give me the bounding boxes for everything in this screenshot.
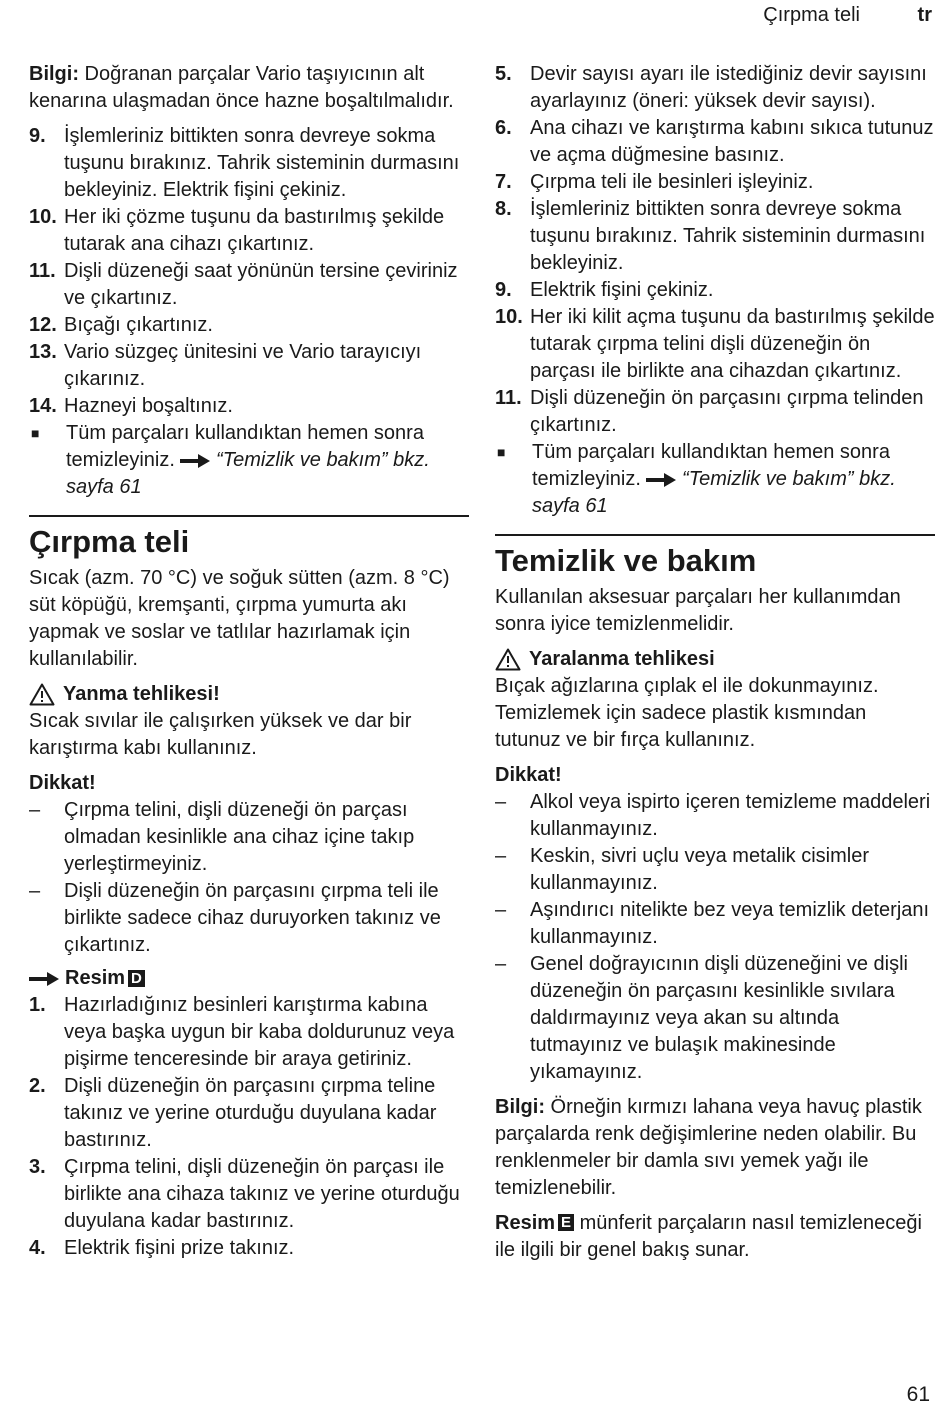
- list-item: [29, 1235, 469, 1262]
- dash-item: – Çırpma telini, dişli düzeneği ön parçası olmadan kesinlikle ana cihaz içine takıp yerleştirmeyiniz.: [29, 797, 469, 878]
- steps-list-1: [29, 123, 469, 420]
- step-number: 14.: [29, 395, 57, 417]
- section-divider: [29, 515, 469, 517]
- info-text: Doğranan parçalar Vario taşıyıcının alt kenarına ulaşmadan önce hazne boşaltılmalıdır.: [29, 63, 454, 112]
- step-text: Dişli düzeneğin ön parçasını çırpma teline takınız ve yerine oturduğu duyulana kadar bastırınız.: [64, 1075, 437, 1151]
- list-item: [29, 393, 469, 420]
- step-text: Her iki kilit açma tuşunu da bastırılmış şekilde tutarak çırpma telini dişli düzeneğin ön parçası ile birlikte ana cihazdan çıkartınız.: [530, 306, 935, 382]
- dash-item: – Aşındırıcı nitelikte bez veya temizlik deterjanı kullanmayınız.: [495, 897, 935, 951]
- list-item: [29, 992, 469, 1073]
- step-text: Her iki çözme tuşunu da bastırılmış şekilde tutarak ana cihazı çıkartınız.: [64, 206, 445, 255]
- figure-letter-box: D: [128, 970, 145, 987]
- figure-text: münferit parçaların nasıl temizleneceği ile ilgili bir genel bakış sunar.: [495, 1212, 922, 1261]
- info-label: Bilgi:: [495, 1096, 545, 1118]
- step-text: Elektrik fişini çekiniz.: [530, 279, 714, 301]
- step-number: 2.: [29, 1075, 46, 1097]
- warning-text: Bıçak ağızlarına çıplak el ile dokunmayınız. Temizlemek için sadece plastik kısmından tutunuz ve bir fırça kullanınız.: [495, 675, 879, 751]
- left-column: [29, 61, 469, 1262]
- caution-title: Dikkat!: [495, 764, 562, 786]
- list-item: [29, 1154, 469, 1235]
- info-note: [29, 61, 469, 115]
- step-number: 11.: [29, 260, 56, 282]
- list-item: [495, 169, 935, 196]
- step-number: 11.: [495, 387, 522, 409]
- list-item: [495, 61, 935, 115]
- step-number: 9.: [29, 125, 46, 147]
- list-item: [29, 1073, 469, 1154]
- bullet-text: Tüm parçaları kullandıktan hemen sonra temizleyiniz.: [532, 441, 890, 490]
- figure-reference: [29, 965, 469, 992]
- step-number: 5.: [495, 63, 512, 85]
- list-item: [495, 385, 935, 439]
- step-text: Vario süzgeç ünitesini ve Vario tarayıcıyı çıkarınız.: [64, 341, 422, 390]
- dash-item: – Alkol veya ispirto içeren temizleme maddeleri kullanmayınız.: [495, 789, 935, 843]
- list-item: [495, 196, 935, 277]
- step-text: Dişli düzeneğin ön parçasını çırpma telinden çıkartınız.: [530, 387, 924, 436]
- dash-text: Alkol veya ispirto içeren temizleme maddeleri kullanmayınız.: [530, 791, 931, 840]
- warning-title: [495, 646, 935, 673]
- step-text: Dişli düzeneği saat yönünün tersine çeviriniz ve çıkartınız.: [64, 260, 458, 309]
- right-column: [495, 61, 935, 1272]
- warning-triangle-icon: [495, 648, 521, 671]
- warning-title-text: Yaralanma tehlikesi: [529, 648, 715, 670]
- steps-list-2: [29, 992, 469, 1262]
- step-number: 13.: [29, 341, 57, 363]
- step-text: Bıçağı çıkartınız.: [64, 314, 213, 336]
- cross-reference-link[interactable]: “Temizlik ve bakım” bkz. sayfa 61: [532, 468, 896, 517]
- header-language: tr: [917, 4, 932, 26]
- section-intro: Sıcak (azm. 70 °C) ve soğuk sütten (azm. 8 °C) süt köpüğü, kremşanti, çırpma yumurta akı yapmak ve soslar ve tatlılar hazırlamak için kullanılabilir.: [29, 567, 450, 670]
- dash-text: Genel doğrayıcının dişli düzeneğini ve dişli düzeneğin ön parçasını kesinlikle sıvılara daldırmayınız veya akan su altında tutmayınız ve bulaşık makinesinde yıkamayınız.: [530, 953, 908, 1083]
- dash-text: Aşındırıcı nitelikte bez veya temizlik deterjanı kullanmayınız.: [530, 899, 930, 948]
- step-number: 3.: [29, 1156, 46, 1178]
- step-number: 1.: [29, 994, 46, 1016]
- step-number: 10.: [495, 306, 523, 328]
- list-item: [495, 304, 935, 385]
- dash-item: – Dişli düzeneğin ön parçasını çırpma teli ile birlikte sadece cihaz duruyorken takınız ve çıkartınız.: [29, 878, 469, 959]
- step-text: İşlemleriniz bittikten sonra devreye sokma tuşunu bırakınız. Tahrik sisteminin durmasını bekleyiniz. Elektrik fişini çekiniz.: [64, 125, 460, 201]
- info-label: Bilgi:: [29, 63, 79, 85]
- list-item: [495, 115, 935, 169]
- step-text: Çırpma teli ile besinleri işleyiniz.: [530, 171, 814, 193]
- warning-text: Sıcak sıvılar ile çalışırken yüksek ve dar bir karıştırma kabı kullanınız.: [29, 710, 412, 759]
- figure-label: Resim: [495, 1212, 556, 1234]
- section-heading: Temizlik ve bakım: [495, 543, 757, 578]
- dash-text: Keskin, sivri uçlu veya metalik cisimler kullanmayınız.: [530, 845, 869, 894]
- page-number: 61: [906, 1383, 930, 1406]
- dash-item: – Genel doğrayıcının dişli düzeneğini ve dişli düzeneğin ön parçasını kesinlikle sıvılara daldırmayınız veya akan su altında tutmayınız ve bulaşık makinesinde yıkamayınız.: [495, 951, 935, 1086]
- dash-text: Çırpma telini, dişli düzeneği ön parçası olmadan kesinlikle ana cihaz içine takıp yerleştirmeyiniz.: [64, 799, 415, 875]
- bullet-square-icon: ■: [31, 425, 40, 441]
- bullet-item: [29, 420, 469, 501]
- section-intro: Kullanılan aksesuar parçaları her kullanımdan sonra iyice temizlenmelidir.: [495, 586, 901, 635]
- bullet-text: Tüm parçaları kullandıktan hemen sonra temizleyiniz.: [66, 422, 424, 471]
- running-header: [763, 4, 932, 27]
- header-section: Çırpma teli: [763, 4, 860, 26]
- step-number: 7.: [495, 171, 512, 193]
- section-divider: [495, 534, 935, 536]
- section-heading: Çırpma teli: [29, 524, 190, 559]
- list-item: [29, 123, 469, 204]
- dash-item: – Keskin, sivri uçlu veya metalik cisimler kullanmayınız.: [495, 843, 935, 897]
- figure-label: Resim: [65, 967, 126, 989]
- step-number: 4.: [29, 1237, 46, 1259]
- step-text: Elektrik fişini prize takınız.: [64, 1237, 295, 1259]
- step-text: Devir sayısı ayarı ile istediğiniz devir sayısını ayarlayınız (öneri: yüksek devir sayısı).: [530, 63, 927, 112]
- list-item: [29, 339, 469, 393]
- list-item: [29, 204, 469, 258]
- caution-title: Dikkat!: [29, 772, 96, 794]
- list-item: [29, 258, 469, 312]
- step-text: Hazneyi boşaltınız.: [64, 395, 233, 417]
- dash-text: Dişli düzeneğin ön parçasını çırpma teli ile birlikte sadece cihaz duruyorken takınız ve çıkartınız.: [64, 880, 441, 956]
- arrow-right-icon: [646, 473, 676, 487]
- step-number: 8.: [495, 198, 512, 220]
- step-number: 12.: [29, 314, 57, 336]
- bullet-item: [495, 439, 935, 520]
- list-item: [29, 312, 469, 339]
- step-text: Hazırladığınız besinleri karıştırma kabına veya başka uygun bir kaba doldurunuz veya pişirme tenceresinde bir araya getiriniz.: [64, 994, 455, 1070]
- arrow-right-icon: [180, 454, 210, 468]
- info-text: Örneğin kırmızı lahana veya havuç plastik parçalarda renk değişimlerine neden olabilir. Bu renklenmeler bir damla sıvı yemek yağı ile temizlenebilir.: [495, 1096, 922, 1199]
- step-number: 9.: [495, 279, 512, 301]
- warning-title: [29, 681, 469, 708]
- warning-triangle-icon: [29, 683, 55, 706]
- arrow-right-icon: [29, 972, 59, 986]
- step-number: 10.: [29, 206, 57, 228]
- warning-title-text: Yanma tehlikesi!: [63, 683, 220, 705]
- step-number: 6.: [495, 117, 512, 139]
- list-item: [495, 277, 935, 304]
- cross-reference-link[interactable]: “Temizlik ve bakım” bkz. sayfa 61: [66, 449, 430, 498]
- info-note: [495, 1094, 935, 1202]
- steps-list-3: [495, 61, 935, 439]
- step-text: İşlemleriniz bittikten sonra devreye sokma tuşunu bırakınız. Tahrik sisteminin durmasını bekleyiniz.: [530, 198, 926, 274]
- bullet-square-icon: ■: [497, 444, 506, 460]
- step-text: Çırpma telini, dişli düzeneğin ön parçası ile birlikte ana cihaza takınız ve yerine oturduğu duyulana kadar bastırınız.: [64, 1156, 460, 1232]
- figure-letter-box: E: [558, 1214, 574, 1231]
- step-text: Ana cihazı ve karıştırma kabını sıkıca tutunuz ve açma düğmesine basınız.: [530, 117, 934, 166]
- figure-reference: [495, 1210, 935, 1264]
